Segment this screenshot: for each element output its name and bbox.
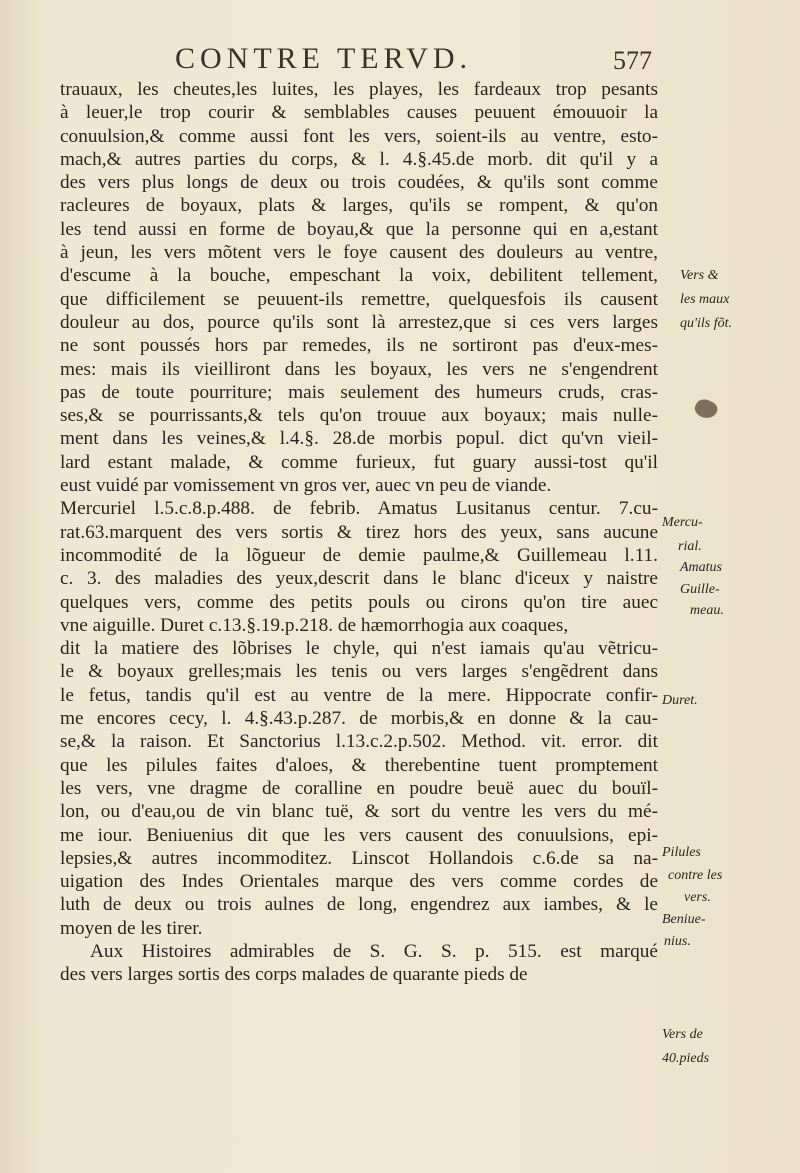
text-line: mach,& autres parties du corps, & l. 4.§.45.de morb. dit qu'il y a xyxy=(60,148,658,170)
text-line: moyen de les tirer. xyxy=(60,917,203,939)
text-line: vne aiguille. Duret c.13.§.19.p.218. de hæmorrhogia aux coaques, xyxy=(60,614,569,636)
text-line: trauaux, les cheutes,les luites, les playes, les fardeaux trop pesants xyxy=(60,79,658,100)
page-number: 577 xyxy=(613,46,652,75)
margin-note: Amatus xyxy=(680,560,722,575)
text-line: douleur au dos, pource qu'ils sont là arrestez,que si ces vers larges xyxy=(60,311,658,333)
text-line: que les pilules faites d'aloes, & therebentine tuent promptement xyxy=(60,754,658,776)
text-line: ne sont poussés hors par remedes, ils ne sortiront pas d'eux-mes- xyxy=(60,335,658,357)
text-line: les vers, vne dragme de coralline en poudre beuë auec du bouïl- xyxy=(60,777,658,799)
margin-note: qu'ils fõt. xyxy=(680,316,733,331)
text-line: rat.63.marquent des vers sortis & tirez hors des yeux, sans aucune xyxy=(60,521,658,543)
text-line: pas de toute pourriture; mais seulement des humeurs cruds, cras- xyxy=(60,381,658,403)
text-line: racleures de boyaux, plats & larges, qu'ils se rompent, & qu'on xyxy=(60,195,658,217)
text-line: les tend aussi en forme de boyau,& que la personne qui en a,estant xyxy=(60,218,658,240)
text-line: Mercuriel l.5.c.8.p.488. de febrib. Amatus Lusitanus centur. 7.cu- xyxy=(60,498,658,520)
text-line: ment dans les veines,& l.4.§. 28.de morbis popul. dict qu'vn vieil- xyxy=(60,428,658,450)
margin-note: rial. xyxy=(678,539,702,554)
text-line: lepsies,& autres incommoditez. Linscot Hollandois c.6.de sa na- xyxy=(60,847,658,869)
text-line: me iour. Beniuenius dit que les vers causent des conuulsions, epi- xyxy=(60,824,658,846)
margin-note: Beniue- xyxy=(662,912,706,927)
text-line: quelques vers, comme des petits pouls ou cirons qu'on tire auec xyxy=(60,591,658,613)
margin-note: Guille- xyxy=(680,582,720,597)
margin-note: contre les xyxy=(668,868,723,883)
text-line: d'escume à la bouche, empeschant la voix, debilitent tellement, xyxy=(60,265,658,287)
margin-note: Duret. xyxy=(662,693,698,708)
running-title: CONTRE TERVD. xyxy=(175,42,473,75)
margin-note: 40.pieds xyxy=(662,1051,710,1066)
ink-blot xyxy=(692,396,720,422)
text-line: à leuer,le trop courir & semblables causes peuuent émouuoir la xyxy=(60,102,658,124)
margin-note: les maux xyxy=(680,292,730,307)
margin-note: Pilules xyxy=(662,845,701,860)
text-line: des vers plus longs de deux ou trois coudées, & qu'ils sont comme xyxy=(60,172,658,194)
text-line: ses,& se pourrissants,& tels qu'on trouue aux boyaux; mais nulle- xyxy=(60,405,658,427)
text-line: uigation des Indes Orientales marque des vers comme cordes de xyxy=(60,871,658,893)
margin-note: Mercu- xyxy=(662,515,703,530)
text-line: dit la matiere des lõbrises le chyle, qui n'est iamais qu'au vẽtricu- xyxy=(60,638,658,660)
margin-note: nius. xyxy=(664,934,691,949)
text-line: le & boyaux grelles;mais les tenis ou vers larges s'engẽdrent dans xyxy=(60,661,658,683)
text-line: conuulsion,& comme aussi font les vers, soient-ils au ventre, esto- xyxy=(60,125,658,147)
text-line: eust vuidé par vomissement vn gros ver, auec vn peu de viande. xyxy=(60,475,552,497)
text-line: le fetus, tandis qu'il est au ventre de la mere. Hippocrate confir- xyxy=(60,684,658,706)
text-line: luth de deux ou trois aulnes de long, engendrez aux iambes, & le xyxy=(60,894,658,916)
text-line: à jeun, les vers mõtent vers le foye causent des douleurs au ventre, xyxy=(60,242,658,264)
margin-note: meau. xyxy=(690,603,724,618)
text-line: mes: mais ils vieilliront dans les boyaux, les vers ne s'engendrent xyxy=(60,358,658,380)
text-line: incommodité de la lõgueur de demie paulme,& Guillemeau l.11. xyxy=(60,544,658,566)
margin-note: vers. xyxy=(684,890,711,905)
margin-note: Vers de xyxy=(662,1027,703,1042)
margin-note: Vers & xyxy=(680,268,719,283)
text-line: lon, ou d'eau,ou de vin blanc tuë, & sort du ventre les vers du mé- xyxy=(60,801,658,823)
text-line: se,& la raison. Et Sanctorius l.13.c.2.p.502. Method. vit. error. dit xyxy=(60,731,658,753)
text-line: Aux Histoires admirables de S. G. S. p. 515. est marqué xyxy=(90,940,658,962)
text-line: des vers larges sortis des corps malades de quarante pieds de xyxy=(60,964,528,986)
text-line: lard estant malade, & comme furieux, fut guary aussi-tost qu'il xyxy=(60,451,658,473)
text-line: que difficilement se peuuent-ils remettre, quelquesfois ils causent xyxy=(60,288,658,310)
page-header xyxy=(170,38,690,78)
text-line: c. 3. des maladies des yeux,descrit dans le blanc d'iceux y naistre xyxy=(60,568,658,590)
text-line: me encores cecy, l. 4.§.43.p.287. de morbis,& en donne & la cau- xyxy=(60,708,658,730)
body-text xyxy=(60,78,658,987)
